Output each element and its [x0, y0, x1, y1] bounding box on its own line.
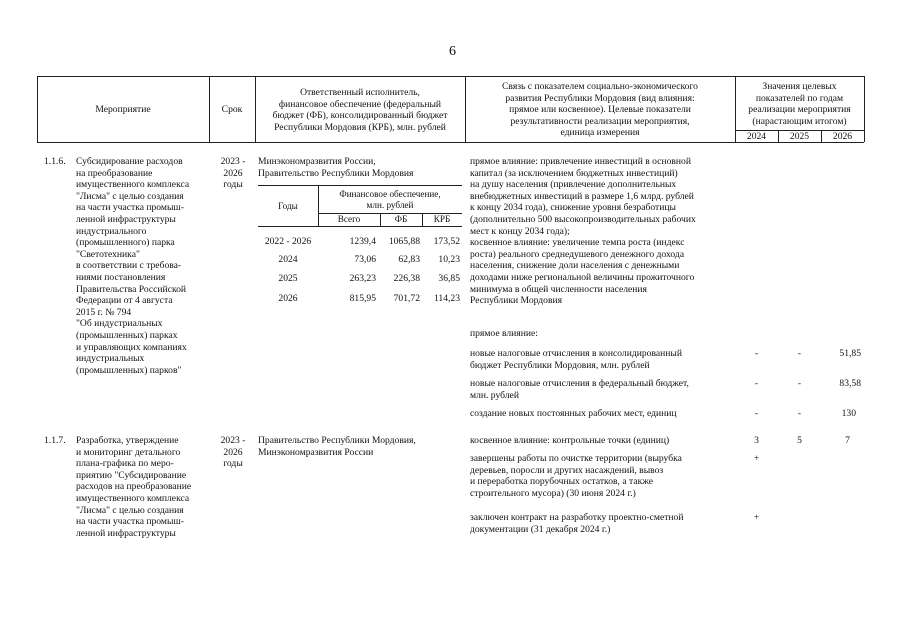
indicator-label: новые налоговые отчисления в консолидированный бюджет Республики Мордовия, млн. рублей — [470, 348, 682, 371]
indicator-2024: + — [753, 453, 760, 464]
fin-row-year: 2025 — [278, 273, 298, 284]
fin-sub-fb: ФБ — [394, 214, 408, 224]
fin-row-krb: 36,85 — [438, 273, 460, 284]
row2-responsible: Правительство Республики Мордовия, Минэкономразвития России — [258, 435, 416, 458]
indicator-label: косвенное влияние: контрольные точки (единиц) — [470, 435, 670, 446]
fin-col-years: Годы — [278, 201, 298, 211]
fin-row-krb: 173,52 — [433, 236, 460, 247]
header-right-border — [864, 76, 865, 142]
header-term: Срок — [221, 104, 243, 115]
indicator-2026: 51,85 — [839, 348, 861, 359]
indicator-2025: - — [797, 348, 802, 359]
indicator-2024: - — [754, 378, 759, 389]
row1-responsible: Минэкономразвития России, Правительство Республики Мордовия — [258, 156, 414, 179]
row1-number: 1.1.6. — [44, 156, 66, 167]
fin-row-year: 2026 — [278, 293, 298, 304]
fin-row-krb: 10,23 — [438, 254, 460, 265]
indicator-label: создание новых постоянных рабочих мест, единиц — [470, 408, 677, 419]
header-link: Связь с показателем социально-экономического развития Республики Мордовия (вид влияния: прямое или косвенное). Целевые показатели результативности реализации мероприятия, единица измерения — [502, 81, 698, 139]
fin-row-fb: 1065,88 — [388, 236, 420, 247]
fin-row-total: 815,95 — [349, 293, 376, 304]
row2-title: Разработка, утверждение и мониторинг детального плана-графика по меро- приятию "Субсидирование расходов на преобразование имущественного комплекса "Лисма" с целью создания на части участка промыш- ленной инфраструктуры — [76, 435, 192, 539]
header-year-2025: 2025 — [789, 131, 810, 142]
indicator-2024: - — [754, 348, 759, 359]
fin-row-krb: 114,23 — [433, 293, 460, 304]
indicator-2026: 130 — [841, 408, 856, 419]
indicator-2025: 5 — [797, 435, 802, 446]
fin-row-total: 73,06 — [354, 254, 376, 265]
fin-col-financing: Финансовое обеспечение, млн. рублей — [339, 189, 441, 210]
row1-term: 2023 - 2026 годы — [220, 156, 246, 191]
indicator-2024: - — [754, 408, 759, 419]
header-activity: Мероприятие — [95, 104, 151, 115]
fin-row-total: 263,23 — [349, 273, 376, 284]
header-responsible: Ответственный исполнитель, финансовое обеспечение (федеральный бюджет (ФБ), консолидированный бюджет Республики Мордовия (КРБ), млн. рублей — [272, 87, 448, 133]
indicator-label: новые налоговые отчисления в федеральный бюджет, млн. рублей — [470, 378, 689, 401]
fin-row-total: 1239,4 — [349, 236, 376, 247]
indicator-2024: + — [753, 512, 760, 523]
row1-title: Субсидирование расходов на преобразование имущественного комплекса "Лисма" с целью создания на части участка промыш- ленной инфраструктуры индустриального (промышленного) парка "Светотехника" в соответствии с требова- ниями постановления Правительства Российской Федерации от 4 августа 2015 г. № 794 "Об индустриальных (промышленных) парках и управляющих компаниях индустриальных (промышленных) парков" — [76, 156, 190, 376]
fin-row-year: 2022 - 2026 — [264, 236, 312, 247]
header-top-border — [37, 76, 864, 77]
page-number: 6 — [449, 44, 456, 59]
indicator-label: заключен контракт на разработку проектно-сметной документации (31 декабря 2024 г.) — [470, 512, 684, 535]
header-year-2026: 2026 — [832, 131, 853, 142]
fin-row-fb: 701,72 — [393, 293, 420, 304]
fin-row-fb: 62,83 — [398, 254, 420, 265]
row2-number: 1.1.7. — [44, 435, 66, 446]
header-targets: Значения целевых показателей по годам реализации мероприятия (нарастающим итогом) — [748, 81, 851, 127]
fin-row-year: 2024 — [278, 254, 298, 265]
indicator-2024: 3 — [754, 435, 759, 446]
fin-table-header-bottom — [258, 226, 462, 227]
row1-link-text: прямое влияние: привлечение инвестиций в основной капитал (за исключением бюджетных инвестиций) на душу населения (привлечение дополнительных внебюджетных инвестиций в размере 1,6 млрд. рублей к концу 2034 года), снижение уровня безработицы (дополнительно 500 высокопроизводительных рабочих мест к концу 2034 года); косвенное влияние: увеличение темпа роста (индекс роста) реального среднедушевого денежного дохода населения, снижение доли населения с денежными доходами ниже региональной величины прожиточного минимума в общей численности населения Республики Мордовия — [470, 156, 696, 307]
indicator-2026: 83,58 — [839, 378, 861, 389]
indicator-2025: - — [797, 408, 802, 419]
row1-direct-label: прямое влияние: — [470, 328, 538, 339]
fin-sub-total: Всего — [337, 214, 361, 224]
fin-table-top — [258, 185, 462, 186]
indicator-2025: - — [797, 378, 802, 389]
row2-term: 2023 - 2026 годы — [220, 435, 246, 470]
fin-sub-krb: КРБ — [433, 214, 451, 224]
indicator-label: завершены работы по очистке территории (вырубка деревьев, поросли и других насаждений, вывоз и переработка порубочных остатков, а также строительного мусора) (30 июня 2024 г.) — [470, 453, 682, 499]
header-year-2024: 2024 — [746, 131, 767, 142]
indicator-2026: 7 — [845, 435, 850, 446]
fin-row-fb: 226,38 — [393, 273, 420, 284]
